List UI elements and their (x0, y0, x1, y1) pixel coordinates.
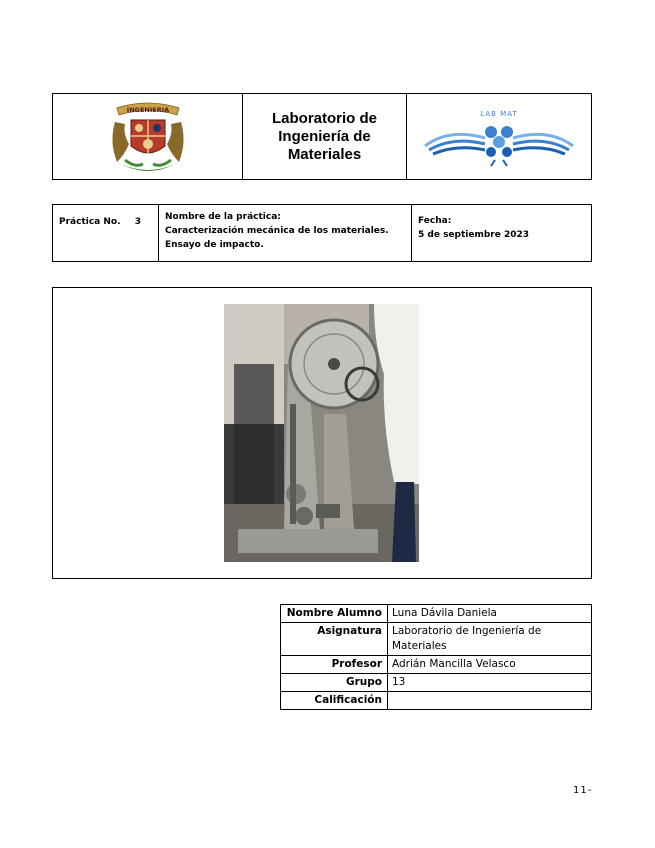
subject-value: Laboratorio de Ingeniería de Materiales (388, 623, 592, 656)
practice-date-cell (412, 205, 591, 261)
lab-mat-logo-cell (407, 94, 591, 179)
crest-banner-text: INGENIERIA (126, 105, 169, 114)
table-row (281, 605, 592, 623)
practice-name-line2: Ensayo de impacto. (165, 240, 264, 250)
table-row (281, 623, 592, 656)
document-header (52, 93, 592, 180)
table-row (281, 656, 592, 674)
practice-date-value: 5 de septiembre 2023 (418, 230, 530, 240)
lab-mat-logo-text: LAB MAT (480, 109, 518, 118)
photo-frame (52, 287, 592, 579)
practice-info (52, 204, 592, 262)
grade-value (388, 692, 592, 710)
practice-number-label: Práctica No. (59, 217, 121, 227)
subject-label: Asignatura (281, 623, 388, 656)
group-label: Grupo (281, 674, 388, 692)
lab-title-cell (243, 94, 407, 179)
table-row (281, 674, 592, 692)
page-number: 11- (573, 785, 593, 796)
impact-testing-machine-photo (224, 304, 419, 562)
practice-date-label: Fecha: (418, 216, 452, 226)
table-row (281, 692, 592, 710)
practice-number-cell (53, 205, 159, 261)
grade-label: Calificación (281, 692, 388, 710)
practice-name-label: Nombre de la práctica: (165, 212, 281, 222)
student-name-label: Nombre Alumno (281, 605, 388, 623)
professor-label: Profesor (281, 656, 388, 674)
professor-value: Adrián Mancilla Velasco (388, 656, 592, 674)
practice-number-value: 3 (134, 217, 142, 227)
lab-mat-logo-icon (419, 106, 579, 168)
lab-title: Laboratorio de Ingeniería de Materiales (271, 109, 377, 163)
student-info-table (280, 604, 592, 710)
practice-name-line1: Caracterización mecánica de los materiales. (165, 226, 389, 236)
practice-name-cell (159, 205, 412, 261)
student-name-value: Luna Dávila Daniela (388, 605, 592, 623)
unam-logo-cell (53, 94, 243, 179)
group-value: 13 (388, 674, 592, 692)
unam-engineering-crest-icon (107, 98, 189, 176)
